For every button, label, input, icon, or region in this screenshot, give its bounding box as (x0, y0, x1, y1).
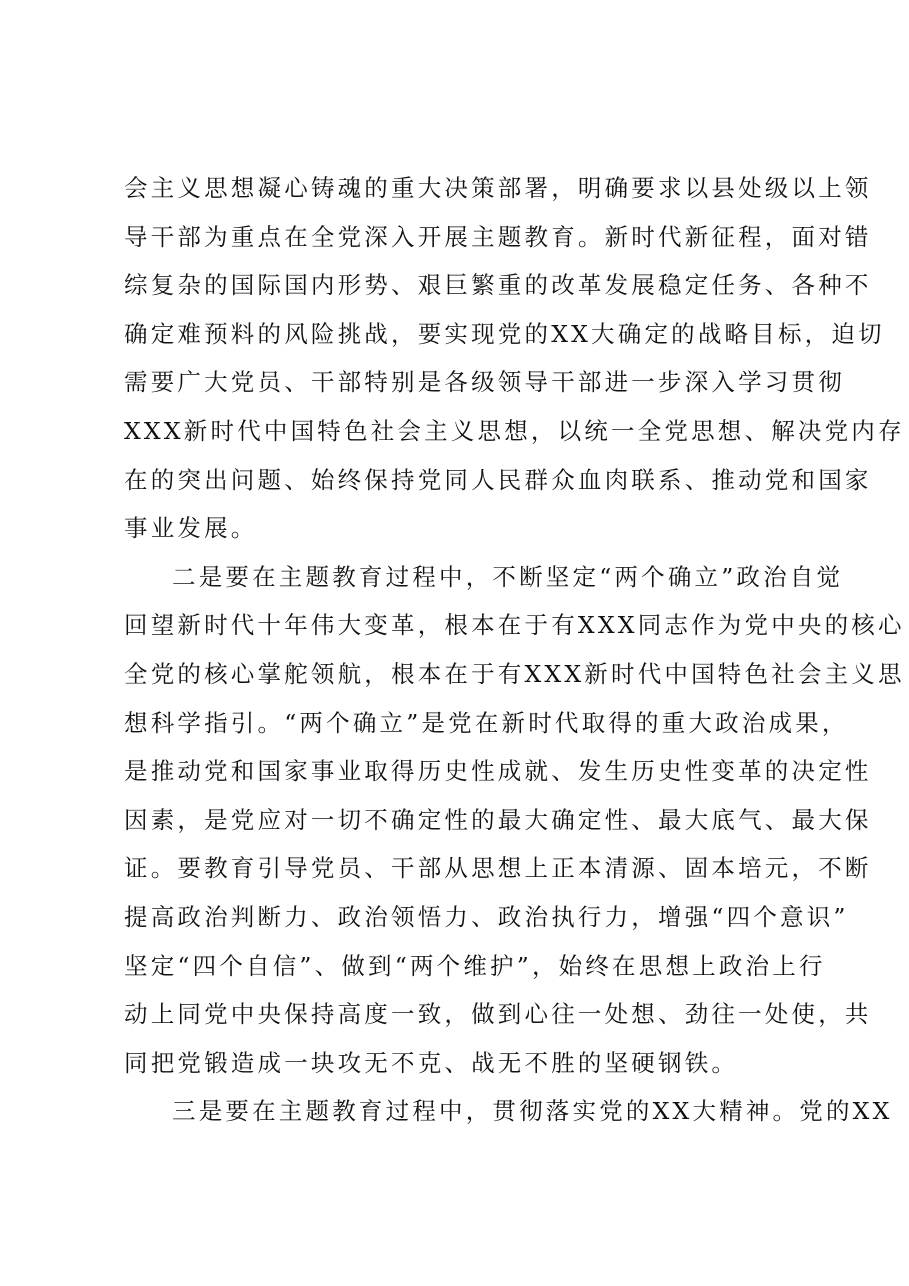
text-line-6: XXX新时代中国特色社会主义思想，以统一全党思想、解决党内存 (124, 416, 905, 445)
text-line-1: 会主义思想凝心铸魂的重大决策部署，明确要求以县处级以上领 (124, 174, 872, 202)
text-line-18: 动上同党中央保持高度一致，做到心往一处想、劲往一处使，共 (124, 1000, 872, 1029)
text-line-16: 提高政治判断力、政治领悟力、政治执行力，增强“四个意识” (124, 902, 849, 931)
text-line-3: 综复杂的国际国内形势、艰巨繁重的改革发展稳定任务、各种不 (124, 271, 872, 300)
text-line-2: 导干部为重点在全党深入开展主题教育。新时代新征程，面对错 (124, 222, 872, 251)
text-line-19: 同把党锻造成一块攻无不克、战无不胜的坚硬钢铁。 (124, 1048, 739, 1077)
document-body (124, 164, 905, 1136)
text-line-12: 想科学指引。“两个确立”是党在新时代取得的重大政治成果， (124, 708, 849, 737)
text-line-14: 因素，是党应对一切不确定性的最大确定性、最大底气、最大保 (124, 805, 872, 834)
text-line-13: 是推动党和国家事业取得历史性成就、发生历史性变革的决定性 (124, 757, 872, 786)
paragraph-start-line: 三是要在主题教育过程中，贯彻落实党的XX大精神。党的XX (172, 1097, 893, 1126)
text-line-11: 全党的核心掌舵领航，根本在于有XXX新时代中国特色社会主义思 (124, 659, 905, 688)
text-line-8: 事业发展。 (124, 514, 258, 543)
text-line-4: 确定难预料的风险挑战，要实现党的XX大确定的战略目标，迫切 (124, 319, 885, 348)
text-line-7: 在的突出问题、始终保持党同人民群众血肉联系、推动党和国家 (124, 465, 872, 494)
paragraph-start-line: 二是要在主题教育过程中，不断坚定“两个确立”政治自觉 (172, 562, 844, 591)
text-line-5: 需要广大党员、干部特别是各级领导干部进一步深入学习贯彻 (124, 368, 845, 397)
text-line-15: 证。要教育引导党员、干部从思想上正本清源、固本培元，不断 (124, 854, 872, 883)
text-line-17: 坚定“四个自信”、做到“两个维护”，始终在思想上政治上行 (124, 951, 826, 980)
text-line-10: 回望新时代十年伟大变革，根本在于有XXX同志作为党中央的核心 (124, 611, 905, 640)
